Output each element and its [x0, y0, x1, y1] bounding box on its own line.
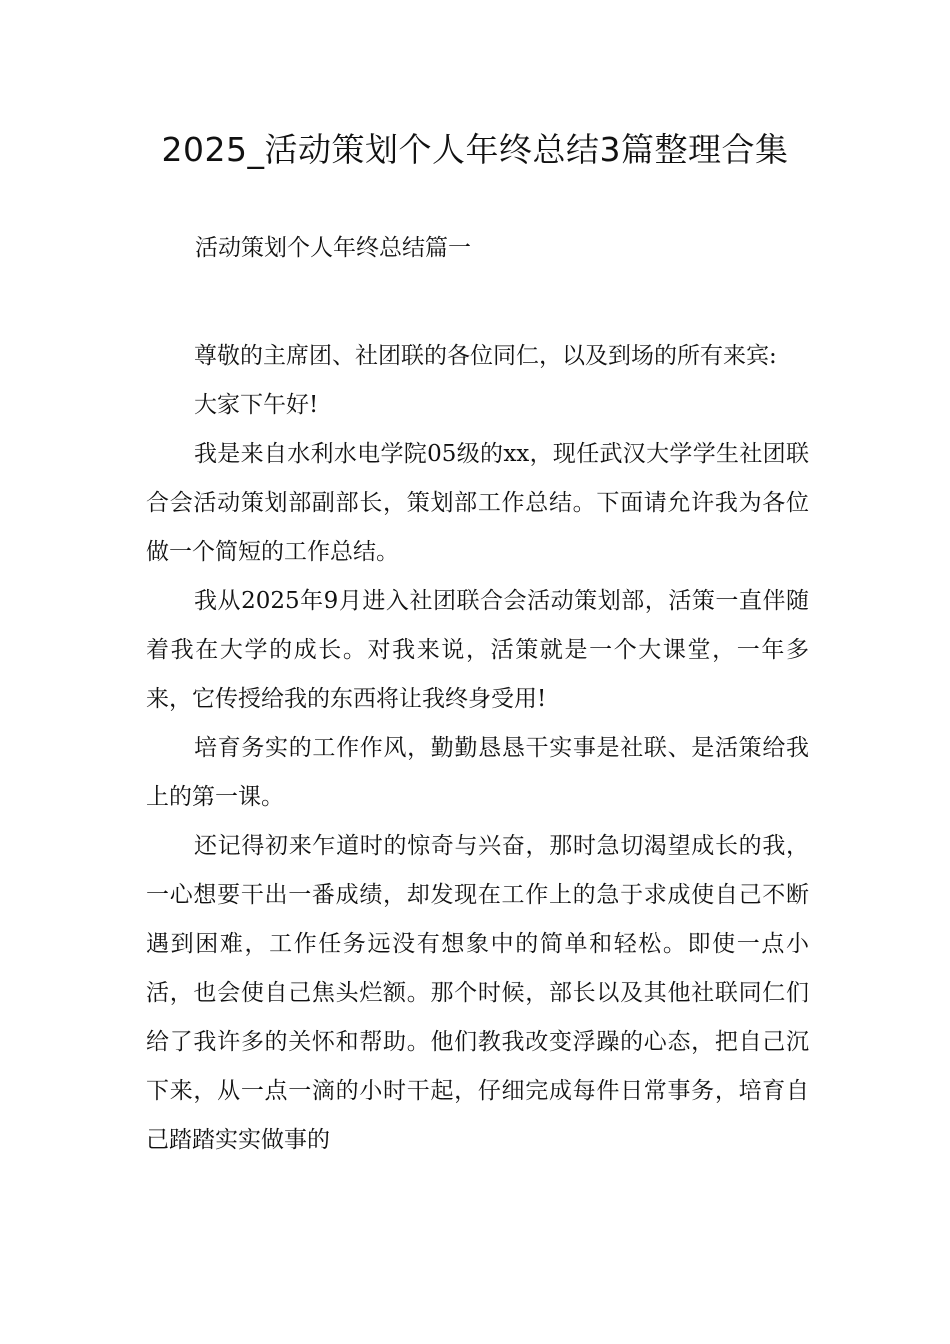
section-heading: 活动策划个人年终总结篇一 — [195, 235, 471, 261]
paragraph-first-lesson: 培育务实的工作作风，勤勤恳恳干实事是社联、是活策给我上的第一课。 — [146, 735, 809, 810]
document-title: 2025_活动策划个人年终总结3篇整理合集 — [161, 130, 789, 169]
paragraph-introduction: 我是来自水利水电学院05级的xx，现任武汉大学学生社团联合会活动策划部副部长，策划部工作总结。下面请允许我为各位做一个简短的工作总结。 — [146, 441, 809, 565]
paragraph-experience: 我从2025年9月进入社团联合会活动策划部，活策一直伴随着我在大学的成长。对我来说，活策就是一个大课堂，一年多来，它传授给我的东西将让我终身受用! — [146, 588, 809, 712]
paragraph-greeting-audience: 尊敬的主席团、社团联的各位同仁，以及到场的所有来宾: — [194, 343, 777, 369]
paragraph-greeting: 大家下午好! — [194, 392, 319, 418]
paragraph-memories: 还记得初来乍道时的惊奇与兴奋，那时急切渴望成长的我，一心想要干出一番成绩，却发现在工作上的急于求成使自己不断遇到困难，工作任务远没有想象中的简单和轻松。即使一点小活，也会使自己焦头烂额。那个时候，部长以及其他社联同仁们给了我许多的关怀和帮助。他们教我改变浮躁的心态，把自己沉下来，从一点一滴的小时干起，仔细完成每件日常事务，培育自己踏踏实实做事的 — [146, 833, 809, 1153]
document-body — [146, 332, 809, 1165]
